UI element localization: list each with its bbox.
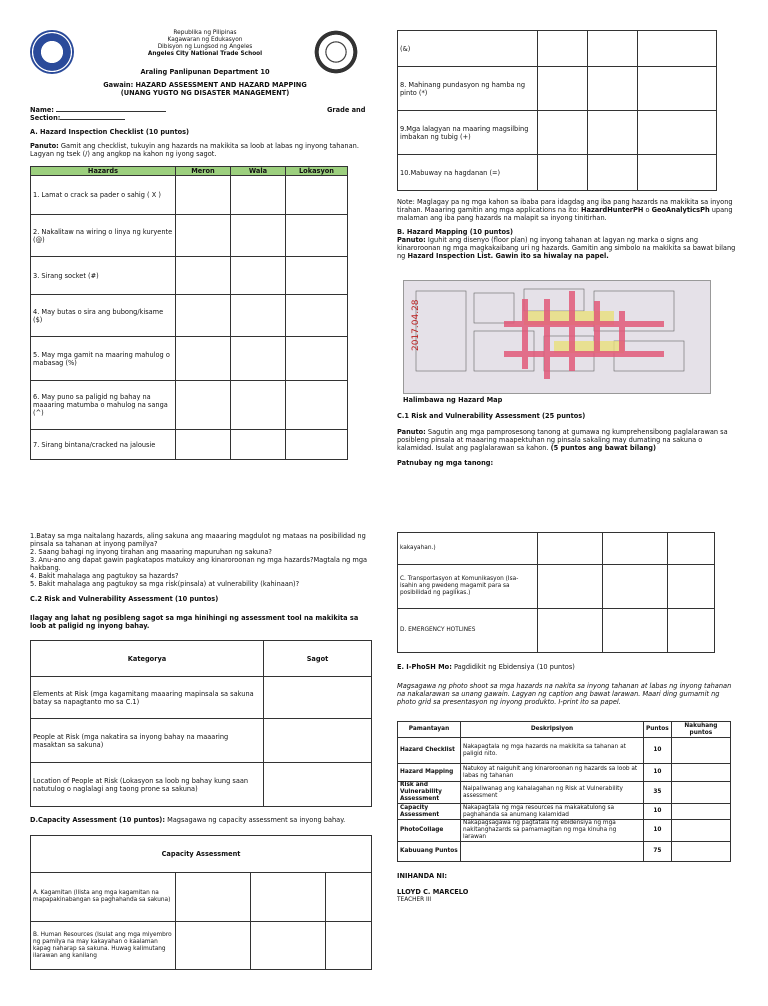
meron-cell[interactable] <box>538 31 588 67</box>
wala-cell[interactable] <box>231 337 286 381</box>
capacity-cell[interactable] <box>176 922 251 970</box>
col-nakuhang-puntos: Nakuhang puntos <box>671 722 730 738</box>
section-d-title: D.Capacity Assessment (10 puntos): Magsagawa ng capacity assessment sa inyong bahay. <box>30 816 346 824</box>
capacity-cell[interactable] <box>251 922 326 970</box>
table-row: Elements at Risk (mga kagamitang maaaring mapinsala sa sakuna batay sa napagtanto mo sa C.1) <box>31 677 372 719</box>
capacity-cell[interactable] <box>251 873 326 922</box>
note-text: Note: Maglagay pa ng mga kahon sa ibaba para idagdag ang iba pang hazards na makikita sa inyong tirahan. Maaaring gamitin ang mga applications na ito: HazardHunterPH o GeoAnalyticsPh upang malaman ang iba pang hazards na malapit sa inyong tinitirhan. <box>397 198 733 222</box>
table-row: PhotoCollage Nakapagsagawa ng pagtatala ng ebidensiya ng mga nakitanghazards sa pamamagitan ng mga kinuha ng larawan 10 <box>398 820 731 842</box>
table-row: Location of People at Risk (Lokasyon sa loob ng bahay kung saan natutulog o naglalagi ang taong prone sa sakuna) <box>31 763 372 807</box>
section-e-instructions: Magsagawa ng photo shoot sa mga hazards na nakita sa inyong tahanan at labas ng inyong tahanan na nakalarawan sa unang gawain. Lagyan ng caption ang bawat larawan. Maari ding gumamit ng photo grid sa presentasyon ng inyong produkto. I-print ito sa papel. <box>397 682 732 706</box>
question-4: 4. Bakit mahalaga ang pagtukoy sa hazards? <box>30 572 179 580</box>
capacity-cell[interactable] <box>176 873 251 922</box>
table-row: kakayahan.) <box>398 533 715 565</box>
sagot-cell[interactable] <box>264 677 372 719</box>
question-3: 3. Anu-ano ang dapat gawin pagkatapos matukoy ang kinaroroonan ng mga hazards?Magtala ng mga hakbang. <box>30 556 368 572</box>
col-wala: Wala <box>231 167 286 176</box>
activity-title: Gawain: HAZARD ASSESSMENT AND HAZARD MAPPING <box>103 81 307 89</box>
letterhead <box>100 30 310 58</box>
meron-cell[interactable] <box>176 430 231 460</box>
lokasyon-cell[interactable] <box>638 31 717 67</box>
lokasyon-cell[interactable] <box>286 215 348 257</box>
section-c1-title: C.1 Risk and Vulnerability Assessment (25 puntos) <box>397 412 586 420</box>
table-row: 8. Mahinang pundasyon ng hamba ng pinto (*) <box>398 67 717 111</box>
school-name: Angeles City National Trade School <box>147 51 263 57</box>
risk-assessment-table <box>30 640 372 807</box>
capacity-cell[interactable] <box>538 565 603 609</box>
col-kategorya: Kategorya <box>31 641 264 677</box>
wala-cell[interactable] <box>231 381 286 430</box>
meron-cell[interactable] <box>176 381 231 430</box>
col-lokasyon: Lokasyon <box>286 167 348 176</box>
meron-cell[interactable] <box>176 176 231 215</box>
hazard-checklist-table <box>30 166 348 460</box>
meron-cell[interactable] <box>176 215 231 257</box>
score-cell[interactable] <box>671 842 730 862</box>
section-a-title: A. Hazard Inspection Checklist (10 puntos) <box>30 128 190 136</box>
table-row: B. Human Resources (Isulat ang mga miyembro ng pamilya na may kakayahan o kaalaman kapag naharap sa sakuna. Huwag kalimutang ilarawan ang kanilang <box>31 922 372 970</box>
capacity-cell[interactable] <box>538 609 603 653</box>
department: Araling Panlipunan Department 10 <box>140 68 270 76</box>
guide-label: Patnubay ng mga tanong: <box>397 459 494 467</box>
section-c2-instructions: Ilagay ang lahat ng posibleng sagot sa mga hinihingi ng assessment tool na makikita sa loob at paligid ng inyong bahay. <box>30 614 359 630</box>
table-row: D. EMERGENCY HOTLINES <box>398 609 715 653</box>
table-row: A. Kagamitan (Ilista ang mga kagamitan na mapapakinabangan sa paghahanda sa sakuna) <box>31 873 372 922</box>
capacity-table <box>30 835 372 970</box>
table-row: People at Risk (mga nakatira sa inyong bahay na maaaring masaktan sa sakuna) <box>31 719 372 763</box>
table-row: Risk and Vulnerability Assessment Naipaliwanag ang kahalagahan ng Risk at Vulnerability assessment 35 <box>398 782 731 804</box>
header-line-3: Dibisyon ng Lungsod ng Angeles <box>157 44 253 50</box>
section-b-instructions: Panuto: Iguhit ang disenyo (floor plan) ng inyong tahanan at lagyan ng marka o signs ang kinaroroonan ng mga magkakaibang uri ng hazards. Gamitin ang simbolo na makikita sa bawat bilang ng Hazard Inspection List. Gawin ito sa hiwalay na papel. <box>397 236 736 260</box>
school-seal-icon <box>314 30 358 74</box>
capacity-cell[interactable] <box>603 533 668 565</box>
table-row: Capacity Assessment Nakapagtala ng mga resources na makakatulong sa paghahanda sa anumang kalamidad 10 <box>398 804 731 820</box>
capacity-table-continued <box>397 532 715 653</box>
sagot-cell[interactable] <box>264 719 372 763</box>
prepared-by-label: INIHANDA NI: <box>397 872 448 880</box>
table-row: 7. Sirang bintana/cracked na jalousie <box>31 430 348 460</box>
sagot-cell[interactable] <box>264 763 372 807</box>
table-row: 2. Nakalitaw na wiring o linya ng kuryente (@) <box>31 215 348 257</box>
capacity-cell[interactable] <box>668 533 715 565</box>
header-line-1: Republika ng Pilipinas <box>173 30 237 36</box>
table-row: (&) <box>398 31 717 67</box>
section-c1-instructions: Panuto: Sagutin ang mga pamprosesong tanong at gumawa ng kumprehensibong paglalarawan sa posibleng pinsala at maaaring maapektuhan ng pinsala sakaling may dumating na sakuna o kalamidad. Isulat ang paglalarawan sa kahon. (5 puntos ang bawat bilang) <box>397 428 728 452</box>
wala-cell[interactable] <box>231 176 286 215</box>
meron-cell[interactable] <box>538 67 588 111</box>
score-cell[interactable] <box>671 782 730 804</box>
lokasyon-cell[interactable] <box>286 176 348 215</box>
table-row: 10.Mabuway na hagdanan (=) <box>398 155 717 191</box>
map-caption: Halimbawa ng Hazard Map <box>403 396 503 404</box>
table-row: 1. Lamat o crack sa pader o sahig ( X ) <box>31 176 348 215</box>
score-cell[interactable] <box>671 820 730 842</box>
col-deskripsiyon: Deskripsiyon <box>461 722 644 738</box>
capacity-cell[interactable] <box>603 565 668 609</box>
teacher-name: LLOYD C. MARCELO <box>397 888 469 896</box>
table-row: Kabuuang Puntos 75 <box>398 842 731 862</box>
table-row: 4. May butas o sira ang bubong/kisame ($) <box>31 295 348 337</box>
question-5: 5. Bakit mahalaga ang pagtukoy sa mga risk(pinsala) at vulnerability (kahinaan)? <box>30 580 300 588</box>
lokasyon-cell[interactable] <box>638 155 717 191</box>
meron-cell[interactable] <box>176 337 231 381</box>
wala-cell[interactable] <box>231 257 286 295</box>
question-1: 1.Batay sa mga naitalang hazards, aling sakuna ang maaaring magdulot ng mataas na posibilidad ng pinsala sa tahanan at inyong pamilya? <box>30 532 366 548</box>
name-label: Name: <box>30 106 166 114</box>
capacity-header: Capacity Assessment <box>31 836 372 873</box>
wala-cell[interactable] <box>231 430 286 460</box>
lokasyon-cell[interactable] <box>286 257 348 295</box>
col-pamantayan: Pamantayan <box>398 722 461 738</box>
wala-cell[interactable] <box>588 155 638 191</box>
lokasyon-cell[interactable] <box>286 430 348 460</box>
wala-cell[interactable] <box>588 31 638 67</box>
lokasyon-cell[interactable] <box>638 111 717 155</box>
capacity-cell[interactable] <box>326 873 372 922</box>
col-meron: Meron <box>176 167 231 176</box>
capacity-cell[interactable] <box>668 565 715 609</box>
table-row: 9.Mga lalagyan na maaring magsilbing imbakan ng tubig (+) <box>398 111 717 155</box>
capacity-cell[interactable] <box>603 609 668 653</box>
meron-cell[interactable] <box>176 295 231 337</box>
wala-cell[interactable] <box>231 295 286 337</box>
section-c2-title: C.2 Risk and Vulnerability Assessment (10 puntos) <box>30 595 219 603</box>
question-2: 2. Saang bahagi ng inyong tirahan ang maaaring mapuruhan ng sakuna? <box>30 548 272 556</box>
col-hazards: Hazards <box>31 167 176 176</box>
capacity-cell[interactable] <box>538 533 603 565</box>
table-row: C. Transportasyon at Komunikasyon (Isa-isahin ang pwedeng magamit para sa posibilidad ng paglikas.) <box>398 565 715 609</box>
score-cell[interactable] <box>671 764 730 782</box>
hazard-map-image <box>403 280 711 394</box>
hazard-map-drawing <box>404 281 710 393</box>
section-label: Section: <box>30 114 125 122</box>
map-date-stamp: 2017.04.28 <box>411 299 421 351</box>
col-puntos: Puntos <box>644 722 672 738</box>
deped-seal-icon <box>30 30 74 74</box>
meron-cell[interactable] <box>538 111 588 155</box>
lokasyon-cell[interactable] <box>286 295 348 337</box>
section-e-title: E. I-PhoSH Mo: Pagdidikit ng Ebidensiya (10 puntos) <box>397 663 575 671</box>
score-cell[interactable] <box>671 804 730 820</box>
grade-label: Grade and <box>327 106 366 114</box>
table-row: Hazard Checklist Nakapagtala ng mga hazards na makikita sa tahanan at paligid nito. 10 <box>398 738 731 764</box>
lokasyon-cell[interactable] <box>286 381 348 430</box>
table-row: 3. Sirang socket (#) <box>31 257 348 295</box>
meron-cell[interactable] <box>538 155 588 191</box>
capacity-cell[interactable] <box>326 922 372 970</box>
table-row: 5. May mga gamit na maaring mahulog o mabasag (%) <box>31 337 348 381</box>
header-line-2: Kagawaran ng Edukasyon <box>167 37 243 43</box>
lokasyon-cell[interactable] <box>638 67 717 111</box>
teacher-role: TEACHER III <box>397 897 432 903</box>
rubric-table <box>397 721 731 862</box>
activity-subtitle: (UNANG YUGTO NG DISASTER MANAGEMENT) <box>120 89 290 97</box>
section-a-instructions: Panuto: Gamit ang checklist, tukuyin ang hazards na makikita sa loob at labas ng inyong tahanan. Lagyan ng tsek (/) ang angkop na kahon ng iyong sagot. <box>30 142 359 158</box>
score-cell[interactable] <box>671 738 730 764</box>
hazard-checklist-continued <box>397 30 717 191</box>
lokasyon-cell[interactable] <box>286 337 348 381</box>
section-b-title: B. Hazard Mapping (10 puntos) <box>397 228 513 236</box>
wala-cell[interactable] <box>588 111 638 155</box>
col-sagot: Sagot <box>264 641 372 677</box>
wala-cell[interactable] <box>231 215 286 257</box>
guide-questions <box>30 532 372 588</box>
table-row: Hazard Mapping Natukoy at naiguhit ang kinaroroonan ng hazards sa loob at labas ng tahanan 10 <box>398 764 731 782</box>
table-row: 6. May puno sa paligid ng bahay na maaaring matumba o mahulog na sanga (^) <box>31 381 348 430</box>
capacity-cell[interactable] <box>668 609 715 653</box>
meron-cell[interactable] <box>176 257 231 295</box>
wala-cell[interactable] <box>588 67 638 111</box>
